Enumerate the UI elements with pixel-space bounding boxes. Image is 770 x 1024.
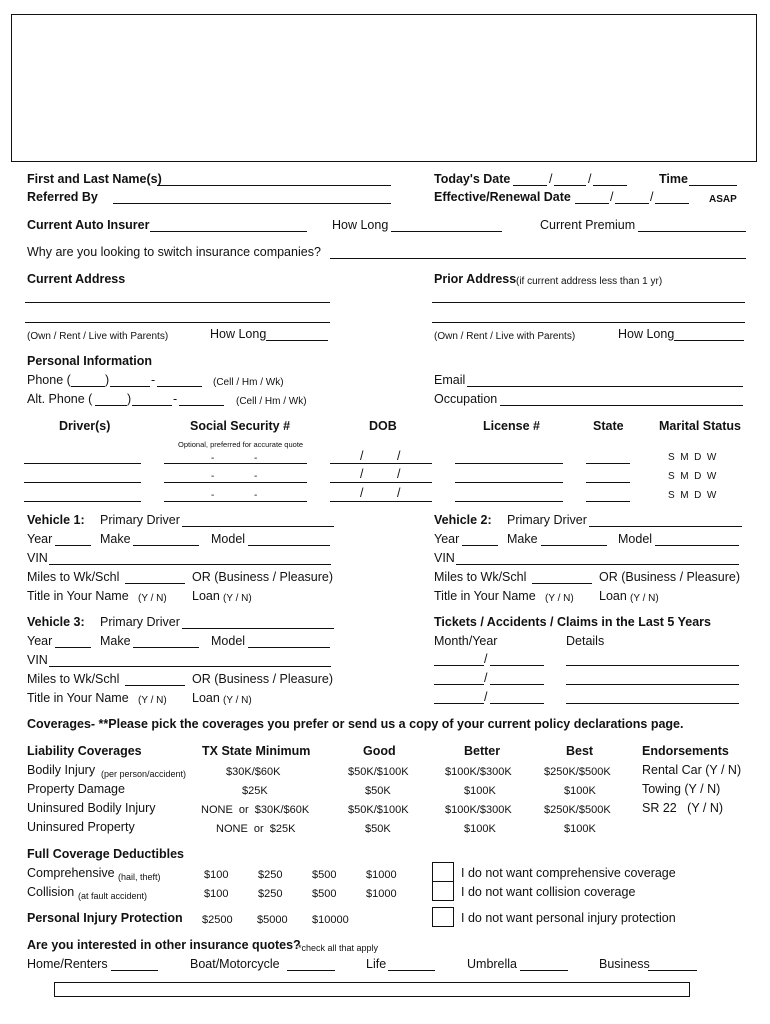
- no-collision-checkbox[interactable]: [432, 881, 454, 901]
- coverage-better[interactable]: $100K/$300K: [445, 804, 512, 816]
- pip-10000[interactable]: $10000: [312, 914, 349, 926]
- coverage-name: Uninsured Property: [27, 820, 135, 834]
- coverage-good[interactable]: $50K: [365, 823, 391, 835]
- loan-yn[interactable]: (Y / N): [223, 695, 252, 706]
- loan-yn[interactable]: (Y / N): [223, 593, 252, 604]
- state-field[interactable]: [586, 463, 630, 464]
- footer-box: [54, 982, 690, 997]
- ssn-dash: -: [254, 453, 258, 464]
- driver-name-field[interactable]: [24, 501, 141, 502]
- vin-field[interactable]: [456, 564, 739, 565]
- pip-5000[interactable]: $5000: [257, 914, 288, 926]
- effective-day-field[interactable]: [615, 203, 649, 204]
- life-label: Life: [366, 957, 387, 971]
- loan-label: Loan: [192, 691, 220, 705]
- todays-date-label: Today's Date: [434, 172, 511, 186]
- effective-year-field[interactable]: [655, 203, 689, 204]
- ssn-dash: -: [254, 471, 258, 482]
- ssn-field[interactable]: [164, 463, 307, 464]
- life-field[interactable]: [388, 970, 435, 971]
- name-field[interactable]: [157, 185, 391, 186]
- coverage-best[interactable]: $100K: [564, 785, 596, 797]
- home-renters-field[interactable]: [111, 970, 158, 971]
- ticket-month-field[interactable]: [434, 684, 484, 685]
- license-field[interactable]: [455, 482, 563, 483]
- make-label: Make: [100, 634, 131, 648]
- vin-field[interactable]: [49, 666, 331, 667]
- dob-slash: /: [397, 486, 401, 500]
- ssn-col-header: Social Security #: [190, 419, 291, 433]
- how-long-field[interactable]: [391, 231, 502, 232]
- header-box: [11, 14, 757, 162]
- coverage-endorsement[interactable]: SR 22 (Y / N): [642, 801, 724, 815]
- state-field[interactable]: [586, 482, 630, 483]
- comp-100[interactable]: $100: [204, 869, 229, 881]
- ticket-details-field[interactable]: [566, 703, 739, 704]
- primary-driver-field[interactable]: [182, 526, 334, 527]
- coverage-note: (per person/accident): [101, 769, 187, 779]
- model-label: Model: [211, 532, 246, 546]
- details-label: Details: [566, 634, 605, 648]
- month-year-label: Month/Year: [434, 634, 498, 648]
- time-field[interactable]: [689, 185, 737, 186]
- coll-250[interactable]: $250: [258, 888, 283, 900]
- occupation-field[interactable]: [500, 405, 743, 406]
- ssn-dash: -: [211, 471, 215, 482]
- phone-dash: -: [151, 373, 156, 387]
- miles-field[interactable]: [125, 583, 185, 584]
- model-label: Model: [211, 634, 246, 648]
- dob-slash: /: [397, 449, 401, 463]
- loan-label: Loan: [192, 589, 220, 603]
- other-quotes-note: *check all that apply: [298, 943, 379, 953]
- driver-name-field[interactable]: [24, 463, 141, 464]
- miles-field[interactable]: [125, 685, 185, 686]
- ticket-year-field[interactable]: [490, 665, 544, 666]
- alt-phone-type: (Cell / Hm / Wk): [236, 396, 307, 407]
- ticket-year-field[interactable]: [490, 684, 544, 685]
- coverage-min[interactable]: NONE or $30K/$60K: [201, 804, 310, 816]
- how-long-current-label: How Long: [210, 327, 267, 341]
- miles-label: Miles to Wk/Schl: [27, 570, 120, 584]
- alt-phone-label: Alt. Phone (: [27, 392, 93, 406]
- alt-phone-line-field[interactable]: [179, 405, 224, 406]
- primary-driver-label: Primary Driver: [100, 513, 180, 527]
- endorsements-header: Endorsements: [642, 744, 729, 758]
- prior-address-line-2[interactable]: [432, 322, 745, 323]
- collision-note: (at fault accident): [78, 891, 148, 901]
- coverage-endorsement[interactable]: Rental Car (Y / N): [642, 763, 742, 777]
- driver-name-field[interactable]: [24, 482, 141, 483]
- miles-field[interactable]: [532, 583, 592, 584]
- ticket-slash: /: [484, 671, 488, 685]
- pip-2500[interactable]: $2500: [202, 914, 233, 926]
- time-label: Time: [659, 172, 688, 186]
- model-field[interactable]: [248, 545, 330, 546]
- phone-line-field[interactable]: [157, 386, 202, 387]
- make-label: Make: [100, 532, 131, 546]
- how-long-current-field[interactable]: [266, 340, 328, 341]
- drivers-col-header: Driver(s): [59, 419, 111, 433]
- ticket-month-field[interactable]: [434, 703, 484, 704]
- model-field[interactable]: [248, 647, 330, 648]
- model-label: Model: [618, 532, 653, 546]
- dob-slash: /: [397, 467, 401, 481]
- title-name-label: Title in Your Name: [27, 589, 129, 603]
- license-col-header: License #: [483, 419, 540, 433]
- no-comprehensive-label: I do not want comprehensive coverage: [461, 866, 676, 880]
- ticket-slash: /: [484, 690, 488, 704]
- loan-yn[interactable]: (Y / N): [630, 593, 659, 604]
- referred-by-field[interactable]: [113, 203, 391, 204]
- coverage-name: Bodily Injury: [27, 763, 96, 777]
- primary-driver-field[interactable]: [182, 628, 334, 629]
- model-field[interactable]: [655, 545, 739, 546]
- vehicle-2-label: Vehicle 2:: [434, 513, 492, 527]
- dob-slash: /: [360, 449, 364, 463]
- date-month-field[interactable]: [513, 185, 547, 186]
- vin-field[interactable]: [49, 564, 331, 565]
- dob-field[interactable]: [330, 482, 432, 483]
- ssn-field[interactable]: [164, 501, 307, 502]
- vin-label: VIN: [434, 551, 455, 565]
- vehicle-3-label: Vehicle 3:: [27, 615, 85, 629]
- date-year-field[interactable]: [593, 185, 627, 186]
- comprehensive-note: (hail, theft): [118, 872, 161, 882]
- state-col-header: State: [593, 419, 624, 433]
- effective-month-field[interactable]: [575, 203, 609, 204]
- primary-driver-field[interactable]: [589, 526, 742, 527]
- marital-options[interactable]: S M D W: [668, 471, 717, 482]
- no-collision-label: I do not want collision coverage: [461, 885, 636, 899]
- current-address-line-2[interactable]: [25, 322, 330, 323]
- year-label: Year: [434, 532, 460, 546]
- date-slash: /: [549, 172, 553, 186]
- vin-label: VIN: [27, 653, 48, 667]
- business-label: Business: [599, 957, 650, 971]
- ssn-note: Optional, preferred for accurate quote: [178, 440, 304, 449]
- boat-motorcycle-label: Boat/Motorcycle: [190, 957, 280, 971]
- comp-500[interactable]: $500: [312, 869, 337, 881]
- date-slash: /: [588, 172, 592, 186]
- prior-address-label: Prior Address: [434, 272, 517, 286]
- license-field[interactable]: [455, 463, 563, 464]
- use-options[interactable]: OR (Business / Pleasure): [599, 570, 741, 584]
- coll-500[interactable]: $500: [312, 888, 337, 900]
- comp-1000[interactable]: $1000: [366, 869, 397, 881]
- phone-close-paren: ): [105, 373, 110, 387]
- coverage-good[interactable]: $50K: [365, 785, 391, 797]
- prior-address-line-1[interactable]: [432, 302, 745, 303]
- why-switch-label: Why are you looking to switch insurance companies?: [27, 245, 321, 259]
- collision-label: Collision: [27, 885, 75, 899]
- license-field[interactable]: [455, 501, 563, 502]
- ticket-year-field[interactable]: [490, 703, 544, 704]
- coverage-name: Property Damage: [27, 782, 125, 796]
- how-long-prior-label: How Long: [618, 327, 675, 341]
- comprehensive-label: Comprehensive: [27, 866, 115, 880]
- coverages-intro: Coverages- **Please pick the coverages you prefer or send us a copy of your current policy declarations page.: [27, 717, 684, 731]
- ticket-details-field[interactable]: [566, 665, 739, 666]
- make-label: Make: [507, 532, 538, 546]
- no-pip-label: I do not want personal injury protection: [461, 911, 676, 925]
- alt-phone-area-field[interactable]: [95, 405, 127, 406]
- marital-options[interactable]: S M D W: [668, 452, 717, 463]
- year-field[interactable]: [55, 647, 91, 648]
- own-rent-current: (Own / Rent / Live with Parents): [27, 331, 169, 342]
- primary-driver-label: Primary Driver: [100, 615, 180, 629]
- miles-label: Miles to Wk/Schl: [27, 672, 120, 686]
- coverage-best[interactable]: $250K/$500K: [544, 804, 611, 816]
- title-name-label: Title in Your Name: [434, 589, 536, 603]
- title-name-label: Title in Your Name: [27, 691, 129, 705]
- current-premium-label: Current Premium: [540, 218, 636, 232]
- other-quotes-question: Are you interested in other insurance quotes?: [27, 938, 301, 952]
- good-header: Good: [363, 744, 396, 758]
- phone-prefix-field[interactable]: [110, 386, 150, 387]
- personal-info-title: Personal Information: [27, 354, 153, 368]
- umbrella-label: Umbrella: [467, 957, 518, 971]
- year-field[interactable]: [462, 545, 498, 546]
- business-field[interactable]: [648, 970, 697, 971]
- state-field[interactable]: [586, 501, 630, 502]
- loan-label: Loan: [599, 589, 627, 603]
- miles-label: Miles to Wk/Schl: [434, 570, 527, 584]
- current-address-label: Current Address: [27, 272, 126, 286]
- ssn-field[interactable]: [164, 482, 307, 483]
- coll-100[interactable]: $100: [204, 888, 229, 900]
- ticket-slash: /: [484, 652, 488, 666]
- coverage-better[interactable]: $100K: [464, 823, 496, 835]
- current-premium-field[interactable]: [638, 231, 746, 232]
- date-day-field[interactable]: [554, 185, 586, 186]
- comp-250[interactable]: $250: [258, 869, 283, 881]
- vehicle-1-label: Vehicle 1:: [27, 513, 85, 527]
- coll-1000[interactable]: $1000: [366, 888, 397, 900]
- ticket-month-field[interactable]: [434, 665, 484, 666]
- deductibles-title: Full Coverage Deductibles: [27, 847, 184, 861]
- how-long-prior-field[interactable]: [674, 340, 744, 341]
- tx-min-header: TX State Minimum: [202, 744, 311, 758]
- phone-label: Phone (: [27, 373, 71, 387]
- dob-slash: /: [360, 467, 364, 481]
- title-yn[interactable]: (Y / N): [138, 695, 167, 706]
- date-slash: /: [610, 190, 614, 204]
- coverage-best[interactable]: $100K: [564, 823, 596, 835]
- referred-by-label: Referred By: [27, 190, 98, 204]
- best-header: Best: [566, 744, 594, 758]
- ssn-dash: -: [211, 453, 215, 464]
- no-comprehensive-checkbox[interactable]: [432, 862, 454, 882]
- primary-driver-label: Primary Driver: [507, 513, 587, 527]
- coverage-better[interactable]: $100K/$300K: [445, 766, 512, 778]
- ticket-details-field[interactable]: [566, 684, 739, 685]
- current-insurer-field[interactable]: [150, 231, 307, 232]
- marital-col-header: Marital Status: [659, 419, 741, 433]
- tickets-title: Tickets / Accidents / Claims in the Last 5 Years: [434, 615, 711, 629]
- asap-label: ASAP: [709, 194, 737, 205]
- dob-field[interactable]: [330, 463, 432, 464]
- year-field[interactable]: [55, 545, 91, 546]
- own-rent-prior: (Own / Rent / Live with Parents): [434, 331, 576, 342]
- alt-phone-close-paren: ): [127, 392, 132, 406]
- marital-options[interactable]: S M D W: [668, 490, 717, 501]
- no-pip-checkbox[interactable]: [432, 907, 454, 927]
- pip-title: Personal Injury Protection: [27, 911, 183, 925]
- phone-type: (Cell / Hm / Wk): [213, 377, 284, 388]
- phone-area-field[interactable]: [71, 386, 105, 387]
- coverage-min[interactable]: $25K: [242, 785, 268, 797]
- coverage-endorsement[interactable]: Towing (Y / N): [642, 782, 721, 796]
- coverage-good[interactable]: $50K/$100K: [348, 766, 409, 778]
- effective-date-label: Effective/Renewal Date: [434, 190, 571, 204]
- umbrella-field[interactable]: [520, 970, 568, 971]
- use-options[interactable]: OR (Business / Pleasure): [192, 570, 334, 584]
- current-address-line-1[interactable]: [25, 302, 330, 303]
- title-yn[interactable]: (Y / N): [138, 593, 167, 604]
- coverage-name: Uninsured Bodily Injury: [27, 801, 156, 815]
- vin-label: VIN: [27, 551, 48, 565]
- alt-phone-prefix-field[interactable]: [132, 405, 172, 406]
- coverage-better[interactable]: $100K: [464, 785, 496, 797]
- title-yn[interactable]: (Y / N): [545, 593, 574, 604]
- dob-slash: /: [360, 486, 364, 500]
- make-field[interactable]: [133, 647, 199, 648]
- dob-col-header: DOB: [369, 419, 397, 433]
- date-slash: /: [650, 190, 654, 204]
- home-renters-label: Home/Renters: [27, 957, 108, 971]
- email-label: Email: [434, 373, 466, 387]
- alt-phone-dash: -: [173, 392, 178, 406]
- year-label: Year: [27, 532, 53, 546]
- ssn-dash: -: [211, 490, 215, 501]
- why-switch-field[interactable]: [330, 258, 746, 259]
- current-insurer-label: Current Auto Insurer: [27, 218, 150, 232]
- dob-field[interactable]: [330, 501, 432, 502]
- use-options[interactable]: OR (Business / Pleasure): [192, 672, 334, 686]
- email-field[interactable]: [467, 386, 743, 387]
- first-last-name-label: First and Last Name(s): [27, 172, 162, 186]
- make-field[interactable]: [541, 545, 607, 546]
- liability-header: Liability Coverages: [27, 744, 142, 758]
- year-label: Year: [27, 634, 53, 648]
- ssn-dash: -: [254, 490, 258, 501]
- coverage-good[interactable]: $50K/$100K: [348, 804, 409, 816]
- coverage-best[interactable]: $250K/$500K: [544, 766, 611, 778]
- make-field[interactable]: [133, 545, 199, 546]
- boat-motorcycle-field[interactable]: [287, 970, 335, 971]
- coverage-min[interactable]: $30K/$60K: [226, 766, 281, 778]
- occupation-label: Occupation: [434, 392, 498, 406]
- how-long-label: How Long: [332, 218, 389, 232]
- prior-address-note: (if current address less than 1 yr): [516, 276, 663, 287]
- better-header: Better: [464, 744, 501, 758]
- coverage-min[interactable]: NONE or $25K: [216, 823, 296, 835]
